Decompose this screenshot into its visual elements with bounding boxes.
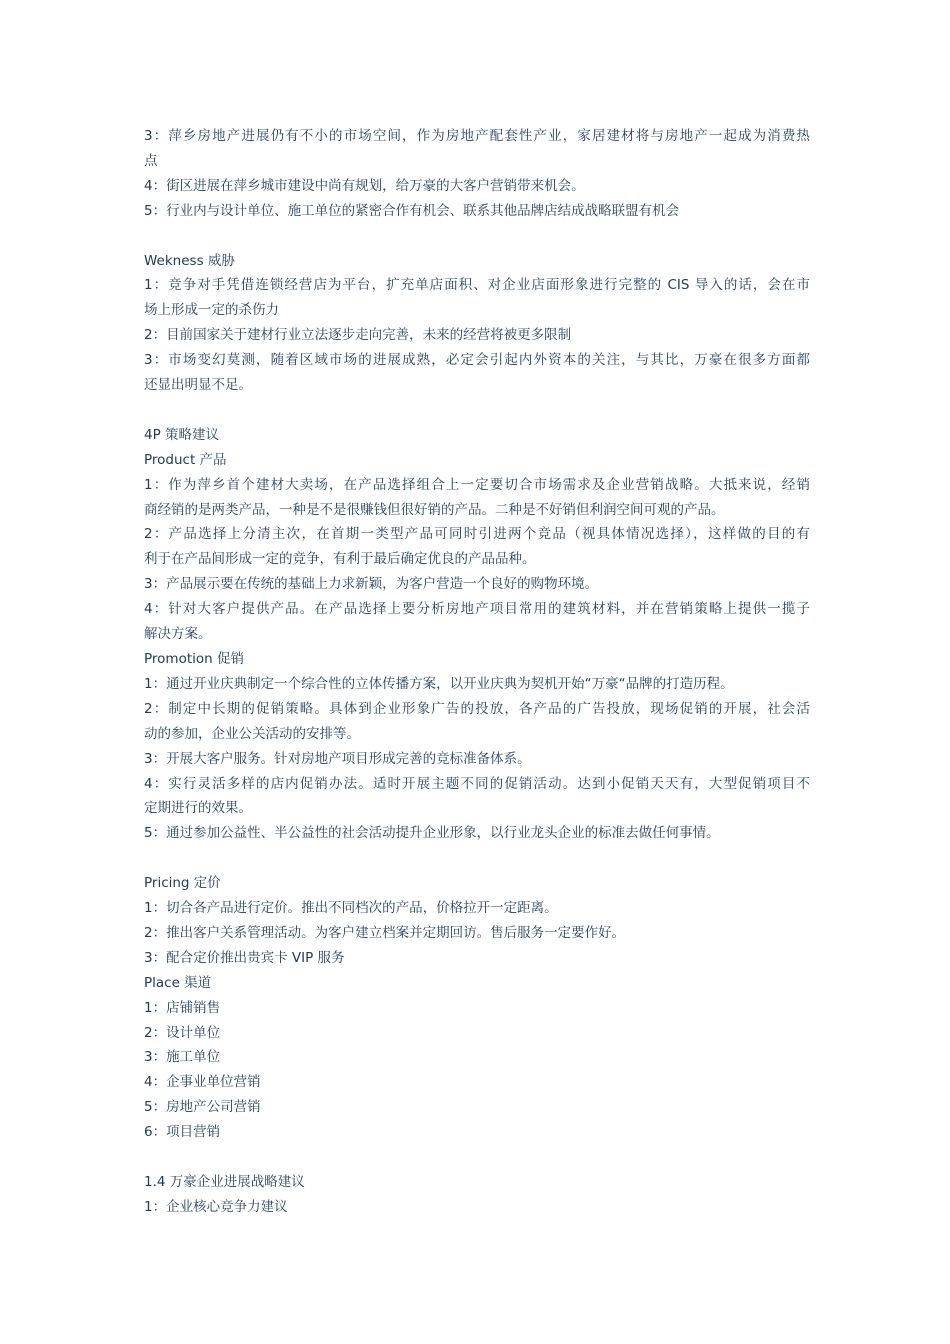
pricing-item-2: 2：推出客户关系管理活动。为客户建立档案并定期回访。售后服务一定要作好。 xyxy=(144,924,626,941)
opportunity-item-3-line-1: 3：萍乡房地产进展仍有不小的市场空间，作为房地产配套性产业，家居建材将与房地产一起成为消费热 xyxy=(144,128,810,144)
spacer xyxy=(144,1145,810,1170)
product-item-3: 3：产品展示要在传统的基础上力求新颖，为客户营造一个良好的购物环境。 xyxy=(144,576,599,593)
product-item-1-line-1: 1：作为萍乡首个建材大卖场，在产品选择组合上一定要切合市场需求及企业营销战略。大抵来说，经销 xyxy=(144,476,810,493)
promotion-item-5: 5：通过参加公益性、半公益性的社会活动提升企业形象，以行业龙头企业的标准去做任何事情。 xyxy=(144,825,720,842)
opportunity-item-3-line-2: 点 xyxy=(144,152,158,169)
threat-item-1-line-2: 场上形成一定的杀伤力 xyxy=(144,302,279,319)
place-heading: Place 渠道 xyxy=(144,974,212,991)
pricing-item-1: 1：切合各产品进行定价。推出不同档次的产品，价格拉开一定距离。 xyxy=(144,900,558,917)
promotion-item-4-line-1: 4：实行灵活多样的店内促销办法。适时开展主题不同的促销活动。达到小促销天天有，大型促销项目不 xyxy=(144,775,810,792)
spacer xyxy=(144,224,810,249)
product-item-2-line-1: 2：产品选择上分清主次，在首期一类型产品可同时引进两个竞品（视具体情况选择），这样做的目的有 xyxy=(144,526,810,543)
strategy-heading: 4P 策略建议 xyxy=(144,426,220,443)
promotion-heading: Promotion 促销 xyxy=(144,651,244,667)
opportunity-item-4: 4：街区进展在萍乡城市建设中尚有规划，给万豪的大客户营销带来机会。 xyxy=(144,177,585,194)
threats-heading: Wekness 威胁 xyxy=(144,252,235,269)
pricing-heading: Pricing 定价 xyxy=(144,875,221,892)
place-item-2: 2：设计单位 xyxy=(144,1024,221,1041)
spacer xyxy=(144,846,810,871)
place-item-1: 1：店铺销售 xyxy=(144,999,221,1016)
opportunity-item-5: 5：行业内与设计单位、施工单位的紧密合作有机会、联系其他品牌店结成战略联盟有机会 xyxy=(144,202,680,219)
threat-item-3-line-2: 还显出明显不足。 xyxy=(144,377,252,394)
product-item-2-line-2: 利于在产品间形成一定的竞争，有利于最后确定优良的产品品种。 xyxy=(144,551,536,568)
place-item-4: 4：企事业单位营销 xyxy=(144,1074,261,1091)
place-item-5: 5：房地产公司营销 xyxy=(144,1099,261,1116)
threat-item-1-line-1: 1：竞争对手凭借连锁经营店为平台，扩充单店面积、对企业店面形象进行完整的 CIS 导入的话，会在市 xyxy=(144,277,810,294)
product-heading: Product 产品 xyxy=(144,451,227,468)
document-page xyxy=(144,124,810,1220)
promotion-item-4-line-2: 定期进行的效果。 xyxy=(144,800,252,817)
promotion-item-3: 3：开展大客户服务。针对房地产项目形成完善的竞标准备体系。 xyxy=(144,750,531,767)
product-item-4-line-1: 4：针对大客户提供产品。在产品选择上要分析房地产项目常用的建筑材料，并在营销策略上提供一揽子 xyxy=(144,601,810,618)
promotion-item-1: 1：通过开业庆典制定一个综合性的立体传播方案，以开业庆典为契机开始“万豪“品牌的打造历程。 xyxy=(144,675,734,692)
place-item-6: 6：项目营销 xyxy=(144,1124,221,1141)
section-heading: 1.4 万豪企业进展战略建议 xyxy=(144,1174,305,1190)
threat-item-3-line-1: 3：市场变幻莫测，随着区域市场的进展成熟，必定会引起内外资本的关注，与其比，万豪在很多方面都 xyxy=(144,352,810,369)
product-item-1-line-2: 商经销的是两类产品，一种是不是很赚钱但很好销的产品。二种是不好销但利润空间可观的产品。 xyxy=(144,501,725,518)
product-item-4-line-2: 解决方案。 xyxy=(144,626,212,643)
section-item-1: 1：企业核心竞争力建议 xyxy=(144,1198,288,1215)
spacer xyxy=(144,398,810,423)
promotion-item-2-line-2: 动的参加，企业公关活动的安排等。 xyxy=(144,725,360,742)
pricing-item-3: 3：配合定价推出贵宾卡 VIP 服务 xyxy=(144,949,345,966)
promotion-item-2-line-1: 2：制定中长期的促销策略。具体到企业形象广告的投放，各产品的广告投放，现场促销的开展，社会活 xyxy=(144,700,810,717)
place-item-3: 3：施工单位 xyxy=(144,1049,221,1066)
threat-item-2: 2：目前国家关于建材行业立法逐步走向完善，未来的经营将被更多限制 xyxy=(144,327,572,344)
